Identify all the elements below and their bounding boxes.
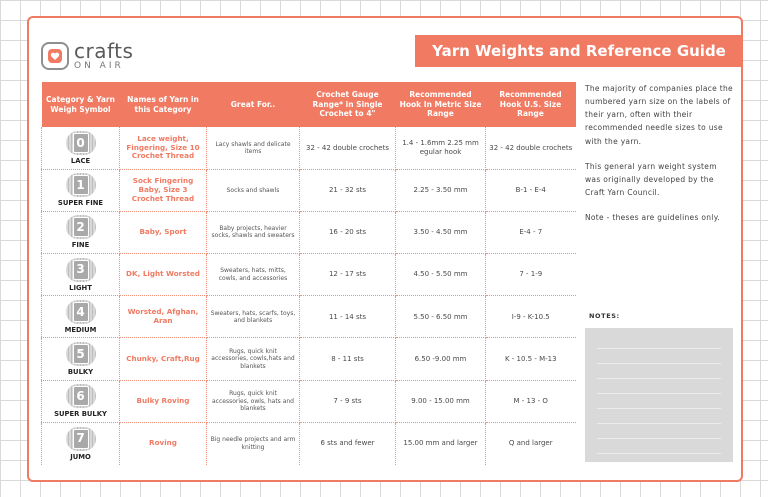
- yarn-ball-icon: [66, 215, 96, 239]
- weight-category: MEDIUM: [64, 325, 97, 334]
- note-line: [597, 394, 721, 409]
- header-hook-us: Recommended Hook U.S. Size Range: [486, 82, 576, 127]
- yarn-weight-symbol: [42, 169, 120, 211]
- page-title: Yarn Weights and Reference Guide: [415, 35, 743, 67]
- great-for: Lacy shawls and delicate items: [207, 127, 300, 169]
- weight-category: SUPER BULKY: [54, 410, 107, 419]
- table-row: [42, 127, 576, 169]
- brand-logo: [41, 38, 133, 74]
- gauge-range: 7 - 9 sts: [300, 380, 396, 422]
- hook-us: E-4 - 7: [486, 211, 576, 253]
- hook-metric: 5.50 - 6.50 mm: [396, 296, 486, 338]
- brand-name: crafts: [74, 39, 134, 63]
- note-line: [597, 364, 721, 379]
- yarn-weight-symbol: [42, 254, 120, 296]
- hook-metric: 15.00 mm and larger: [396, 422, 486, 464]
- great-for: Sweaters, hats, scarfs, toys, and blankets: [207, 296, 300, 338]
- note-line: [597, 349, 721, 364]
- note-paragraph: Note - theses are guidelines only.: [585, 213, 721, 222]
- weight-number: 6: [73, 386, 89, 406]
- weight-number: 7: [73, 429, 89, 449]
- weight-category: JUMO: [70, 452, 91, 461]
- hook-us: K - 10.5 - M-13: [486, 338, 576, 380]
- hook-us: I-9 - K-10.5: [486, 296, 576, 338]
- weight-number: 5: [73, 344, 89, 364]
- notes-area[interactable]: [585, 328, 733, 462]
- gauge-range: 32 - 42 double crochets: [300, 127, 396, 169]
- hook-us: B-1 - E-4: [486, 169, 576, 211]
- hook-us: M - 13 - O: [486, 380, 576, 422]
- header-gauge: Crochet Gauge Range* in Single Crochet to 4": [300, 82, 396, 127]
- note-line: [597, 439, 721, 454]
- yarn-names: Bulky Roving: [120, 380, 207, 422]
- yarn-names: Chunky, Craft,Rug: [120, 338, 207, 380]
- header-great-for: Great For..: [207, 82, 300, 127]
- gauge-range: 8 - 11 sts: [300, 338, 396, 380]
- brand-tagline: ON AIR: [74, 61, 124, 71]
- table-row: [42, 296, 576, 338]
- gauge-range: 11 - 14 sts: [300, 296, 396, 338]
- weight-number: 1: [73, 175, 89, 195]
- info-paragraph: This general yarn weight system was originally developed by the Craft Yarn Council.: [585, 161, 717, 197]
- great-for: Rugs, quick knit accessories, owls, hats and blankets: [207, 380, 300, 422]
- weight-number: 4: [73, 302, 89, 322]
- hook-metric: 9.00 - 15.00 mm: [396, 380, 486, 422]
- hook-us: 32 - 42 double crochets: [486, 127, 576, 169]
- weight-category: LIGHT: [69, 283, 92, 292]
- great-for: Socks and shawls: [207, 169, 300, 211]
- note-line: [597, 379, 721, 394]
- info-sidebar: [585, 82, 735, 224]
- hook-metric: 2.25 - 3.50 mm: [396, 169, 486, 211]
- table-row: [42, 254, 576, 296]
- yarn-names: Sock Fingering Baby, Size 3 Crochet Thread: [120, 169, 207, 211]
- yarn-table-container: [41, 82, 575, 465]
- note-line: [597, 409, 721, 424]
- note-line: [597, 424, 721, 439]
- table-header-row: [42, 82, 576, 127]
- weight-category: LACE: [70, 156, 91, 165]
- yarn-weight-symbol: [42, 211, 120, 253]
- gauge-range: 16 - 20 sts: [300, 211, 396, 253]
- yarn-weight-symbol: [42, 338, 120, 380]
- hook-metric: 4.50 - 5.50 mm: [396, 254, 486, 296]
- info-paragraph: The majority of companies place the numbered yarn size on the labels of their yarn, often with their recommended needle sizes to use with the yarn.: [585, 84, 733, 146]
- table-row: [42, 422, 576, 464]
- great-for: Rugs, quick knit accessories, cowls,hats and blankets: [207, 338, 300, 380]
- gauge-range: 6 sts and fewer: [300, 422, 396, 464]
- yarn-weight-table: [41, 82, 576, 465]
- weight-category: SUPER FINE: [57, 199, 104, 208]
- header-names: Names of Yarn in this Category: [120, 82, 207, 127]
- yarn-names: Baby, Sport: [120, 211, 207, 253]
- table-row: [42, 211, 576, 253]
- yarn-ball-icon: [66, 258, 96, 282]
- yarn-names: DK, Light Worsted: [120, 254, 207, 296]
- yarn-weight-symbol: [42, 296, 120, 338]
- heart-icon: [41, 42, 69, 70]
- guide-card: [27, 16, 743, 482]
- note-line: [597, 334, 721, 349]
- yarn-ball-icon: [66, 342, 96, 366]
- weight-category: FINE: [71, 241, 90, 250]
- hook-metric: 6.50 -9.00 mm: [396, 338, 486, 380]
- hook-metric: 1.4 - 1.6mm 2.25 mm egular hook: [396, 127, 486, 169]
- header-category: Category & Yarn Weigh Symbol: [42, 82, 120, 127]
- weight-number: 3: [73, 260, 89, 280]
- table-row: [42, 338, 576, 380]
- yarn-ball-icon: [66, 300, 96, 324]
- gauge-range: 21 - 32 sts: [300, 169, 396, 211]
- yarn-names: Worsted, Afghan, Aran: [120, 296, 207, 338]
- hook-us: 7 - 1-9: [486, 254, 576, 296]
- yarn-names: Lace weight, Fingering, Size 10 Crochet Thread: [120, 127, 207, 169]
- weight-category: BULKY: [67, 367, 94, 376]
- yarn-ball-icon: [66, 173, 96, 197]
- yarn-ball-icon: [66, 427, 96, 451]
- hook-metric: 3.50 - 4.50 mm: [396, 211, 486, 253]
- table-row: [42, 169, 576, 211]
- yarn-weight-symbol: [42, 422, 120, 464]
- great-for: Baby projects, heavier socks, shawls and sweaters: [207, 211, 300, 253]
- great-for: Sweaters, hats, mitts, cowls, and accessories: [207, 254, 300, 296]
- weight-number: 2: [73, 217, 89, 237]
- table-row: [42, 380, 576, 422]
- great-for: Big needle projects and arm knitting: [207, 422, 300, 464]
- hook-us: Q and larger: [508, 439, 553, 448]
- yarn-ball-icon: [66, 131, 96, 155]
- yarn-weight-symbol: [42, 380, 120, 422]
- yarn-ball-icon: [66, 384, 96, 408]
- yarn-weight-symbol: [42, 127, 120, 169]
- weight-number: 0: [73, 133, 89, 153]
- gauge-range: 12 - 17 sts: [300, 254, 396, 296]
- header-hook-metric: Recommended Hook In Metric Size Range: [396, 82, 486, 127]
- notes-label: NOTES:: [589, 312, 620, 320]
- yarn-names: Roving: [120, 422, 207, 464]
